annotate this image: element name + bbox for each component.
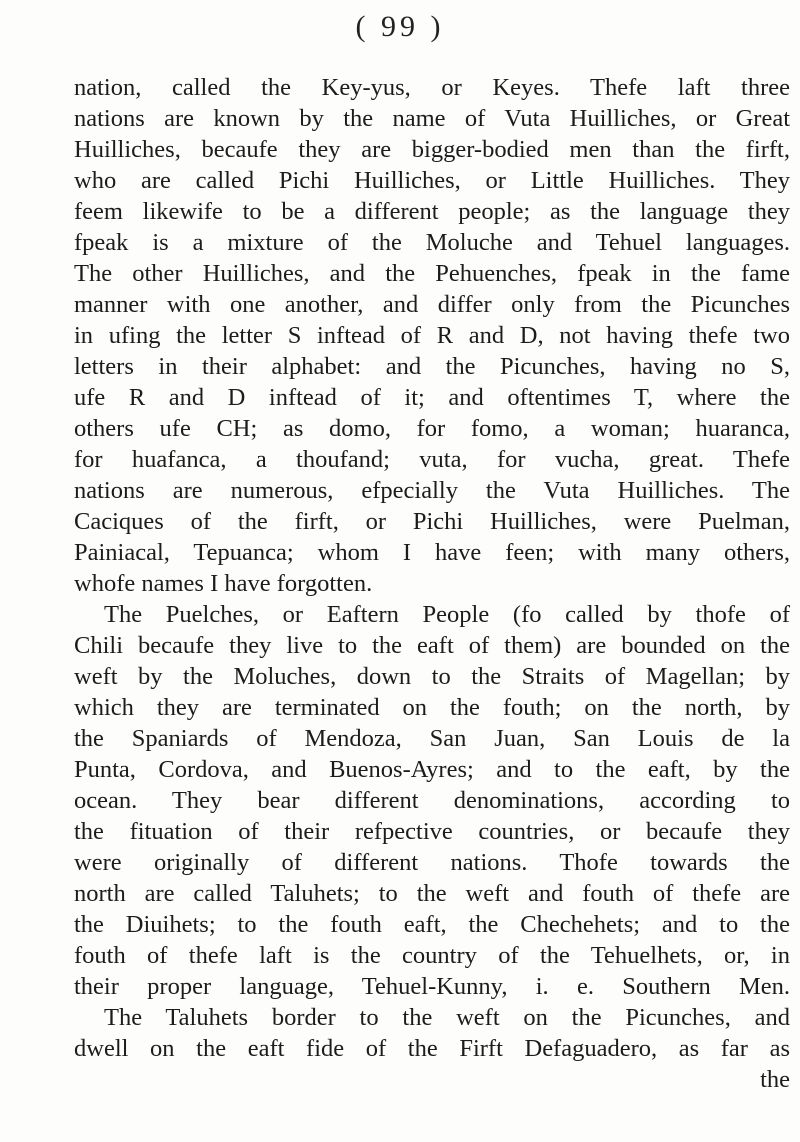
text-line-18: The Puelches, or Eaftern People (fo called by thofe of: [104, 601, 790, 628]
text-line-16: Painiacal, Tepuanca; whom I have feen; with many others,: [74, 539, 790, 566]
text-line-28: the Diuihets; to the fouth eaft, the Chechehets; and to the: [74, 911, 790, 938]
text-line-9: in ufing the letter S inftead of R and D, not having thefe two: [74, 322, 790, 349]
text-line-7: The other Huilliches, and the Pehuenches, fpeak in the fame: [74, 260, 790, 287]
body-text: [74, 72, 794, 1095]
text-line-22: the Spaniards of Mendoza, San Juan, San Louis de la: [74, 725, 790, 752]
text-line-11: ufe R and D inftead of it; and oftentimes T, where the: [74, 384, 790, 411]
text-line-1: nation, called the Key-yus, or Keyes. Thefe laft three: [74, 74, 790, 101]
text-line-25: the fituation of their refpective countries, or becaufe they: [74, 818, 790, 845]
text-line-24: ocean. They bear different denominations, according to: [74, 787, 790, 814]
text-line-23: Punta, Cordova, and Buenos-Ayres; and to the eaft, by the: [74, 756, 790, 783]
text-line-3: Huilliches, becaufe they are bigger-bodied men than the firft,: [74, 136, 790, 163]
text-line-29: fouth of thefe laft is the country of the Tehuelhets, or, in: [74, 942, 790, 969]
text-line-19: Chili becaufe they live to the eaft of them) are bounded on the: [74, 632, 790, 659]
text-line-10: letters in their alphabet: and the Picunches, having no S,: [74, 353, 790, 380]
text-line-4: who are called Pichi Huilliches, or Little Huilliches. They: [74, 167, 790, 194]
text-line-17: whofe names I have forgotten.: [74, 570, 373, 597]
text-line-31: The Taluhets border to the weft on the Picunches, and: [104, 1004, 790, 1031]
text-line-14: nations are numerous, efpecially the Vuta Huilliches. The: [74, 477, 790, 504]
text-line-20: weft by the Moluches, down to the Straits of Magellan; by: [74, 663, 790, 690]
page-number: ( 99 ): [355, 10, 445, 43]
text-line-21: which they are terminated on the fouth; on the north, by: [74, 694, 790, 721]
text-line-12: others ufe CH; as domo, for fomo, a woman; huaranca,: [74, 415, 790, 442]
text-line-15: Caciques of the firft, or Pichi Huilliches, were Puelman,: [74, 508, 790, 535]
catchword: the: [760, 1066, 790, 1093]
text-line-8: manner with one another, and differ only from the Picunches: [74, 291, 790, 318]
text-line-26: were originally of different nations. Thofe towards the: [74, 849, 790, 876]
text-line-32: dwell on the eaft fide of the Firft Defaguadero, as far as: [74, 1035, 790, 1062]
text-line-27: north are called Taluhets; to the weft and fouth of thefe are: [74, 880, 790, 907]
text-line-13: for huafanca, a thoufand; vuta, for vucha, great. Thefe: [74, 446, 790, 473]
text-line-6: fpeak is a mixture of the Moluche and Tehuel languages.: [74, 229, 790, 256]
text-line-2: nations are known by the name of Vuta Huilliches, or Great: [74, 105, 790, 132]
text-line-30: their proper language, Tehuel-Kunny, i. e. Southern Men.: [74, 973, 790, 1000]
text-line-5: feem likewife to be a different people; as the language they: [74, 198, 790, 225]
